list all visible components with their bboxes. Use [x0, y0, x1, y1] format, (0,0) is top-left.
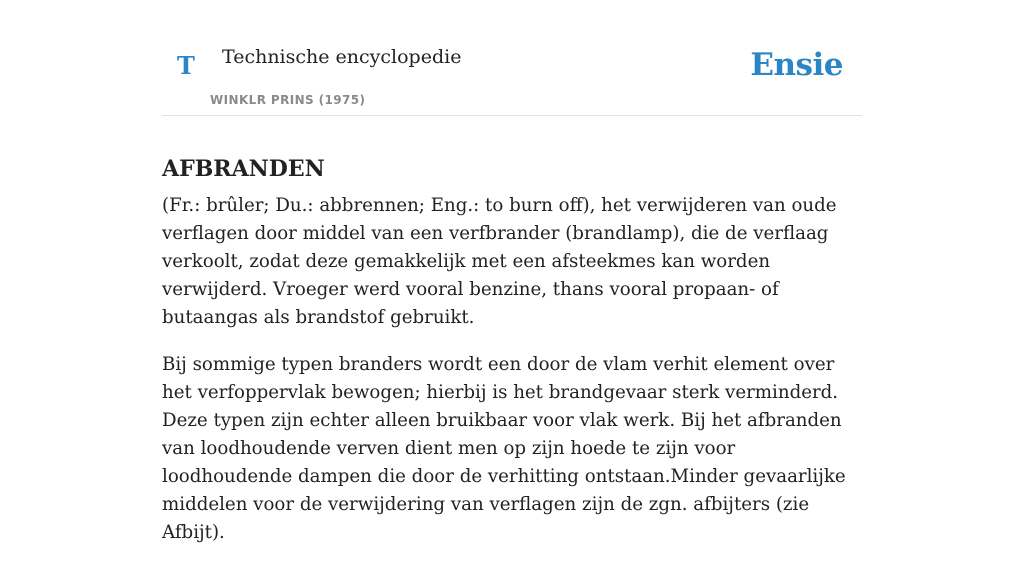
entry-body [162, 192, 862, 566]
ensie-logo[interactable]: Ensie [750, 47, 843, 83]
page [162, 0, 862, 543]
header [162, 0, 862, 116]
entry-title: AFBRANDEN [162, 155, 325, 182]
book-source: WINKLR PRINS (1975) [210, 93, 366, 107]
entry-paragraph: Bij sommige typen branders wordt een door de vlam verhit element over het verfoppervlak bewogen; hierbij is het brandgevaar sterk verminderd. Deze typen zijn echter alleen bruikbaar voor vlak werk. Bij het afbranden van loodhoudende verven dient men op zijn hoede te zijn voor loodhoudende dampen die door de verhitting ontstaan.Minder gevaarlijke middelen voor de verwijdering van verflagen zijn de zgn. afbijters (zie Afbijt). [162, 354, 846, 543]
entry-paragraph: (Fr.: brûler; Du.: abbrennen; Eng.: to burn off), het verwijderen van oude verflagen door middel van een verfbrander (brandlamp), die de verflaag verkoolt, zodat deze gemakkelijk met een afsteekmes kan worden verwijderd. Vroeger werd vooral benzine, thans vooral propaan- of butaangas als brandstof gebruikt. [162, 195, 837, 328]
book-letter-icon[interactable]: T [177, 51, 195, 80]
book-title-link[interactable]: Technische encyclopedie [222, 46, 462, 68]
